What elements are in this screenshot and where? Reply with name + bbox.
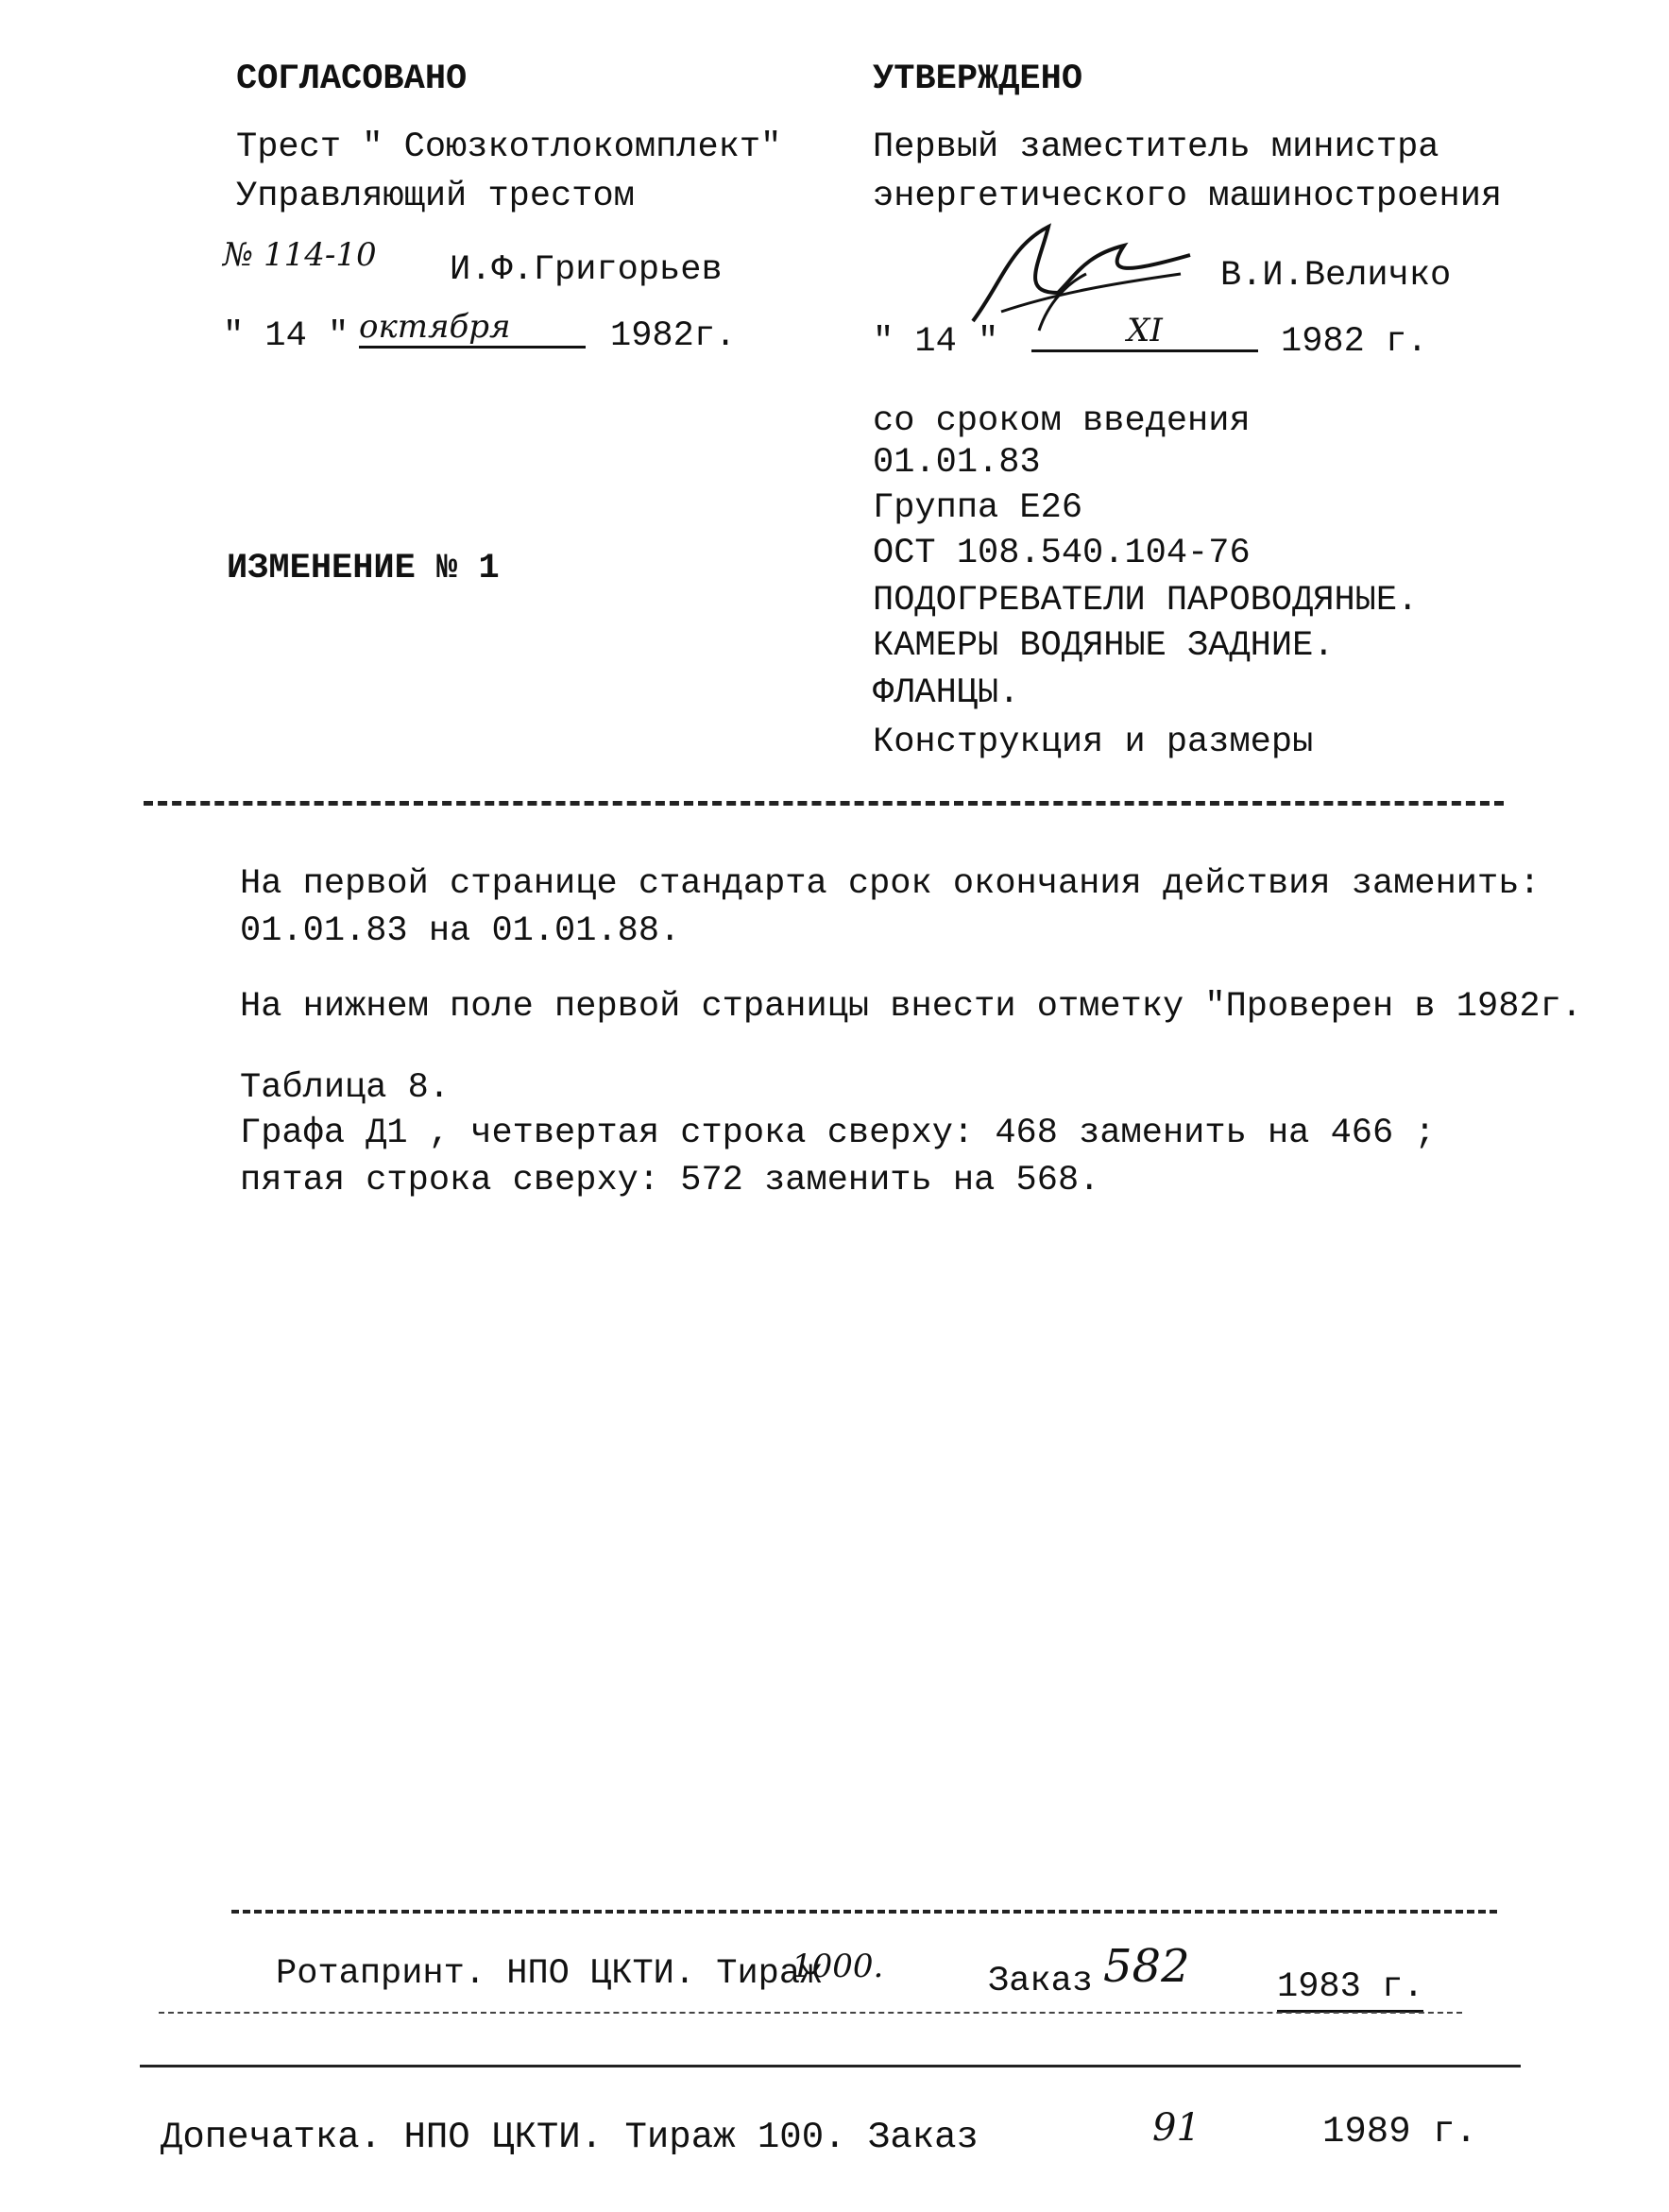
right-date-day: " 14 " [873,322,999,362]
body-p3-line1: Таблица 8. [240,1068,451,1108]
right-title4: Конструкция и размеры [873,723,1314,762]
right-intro1: со сроком введения [873,401,1251,441]
body-p1-line2: 01.01.83 на 01.01.88. [240,911,681,951]
left-signer: И.Ф.Григорьев [450,250,723,290]
left-number: № 114-10 [223,236,377,274]
body-p3-line2: Графа Д1 , четвертая строка сверху: 468 заменить на 466 ; [240,1114,1436,1153]
change-number: ИЗМЕНЕНИЕ № 1 [227,549,500,588]
footer2-text: Допечатка. НПО ЦКТИ. Тираж 100. Заказ [161,2117,979,2158]
right-group: Группа Е26 [873,488,1083,528]
body-p1-line1: На первой странице стандарта срок окончания действия заменить: [240,864,1541,904]
body-p3-line3: пятая строка сверху: 572 заменить на 568. [240,1161,1100,1200]
right-line2: энергетического машиностроения [873,177,1503,216]
right-signer: В.И.Величко [1220,256,1452,296]
footer1-tirazh: 1000. [792,1948,884,1985]
left-org-line2: Управляющий трестом [236,177,635,216]
left-org-line1: Трест " Союзкотлокомплект" [236,128,782,167]
left-date-day: " 14 " [223,316,349,356]
footer1-year: 1983 г. [1277,1965,1423,2013]
right-heading: УТВЕРЖДЕНО [873,60,1083,99]
right-date-month: XI [1031,312,1258,352]
right-date-year: 1982 г. [1281,322,1428,362]
left-heading: СОГЛАСОВАНО [236,60,468,99]
left-date-year: 1982г. [610,316,737,356]
right-ost: ОСТ 108.540.104-76 [873,534,1251,573]
right-title1: ПОДОГРЕВАТЕЛИ ПАРОВОДЯНЫЕ. [873,581,1419,621]
footer2-top-rule [140,2065,1521,2067]
right-title3: ФЛАНЦЫ. [873,673,1020,713]
footer1-top-rule [231,1910,1497,1914]
right-line1: Первый заместитель министра [873,128,1439,167]
footer1-text: Ротапринт. НПО ЦКТИ. Тираж [276,1954,822,1994]
footer1-order: 582 [1103,1940,1190,1993]
left-date-month: октября [359,308,586,349]
right-intro2: 01.01.83 [873,443,1041,483]
header-divider [144,801,1504,806]
footer2-year: 1989 г. [1322,2111,1477,2152]
right-title2: КАМЕРЫ ВОДЯНЫЕ ЗАДНИЕ. [873,626,1335,666]
body-p2: На нижнем поле первой страницы внести отметку "Проверен в 1982г. [240,987,1583,1027]
footer2-order: 91 [1152,2106,1201,2150]
footer1-order-label: Заказ [988,1962,1094,2001]
footer1-bottom-rule [159,2012,1462,2014]
